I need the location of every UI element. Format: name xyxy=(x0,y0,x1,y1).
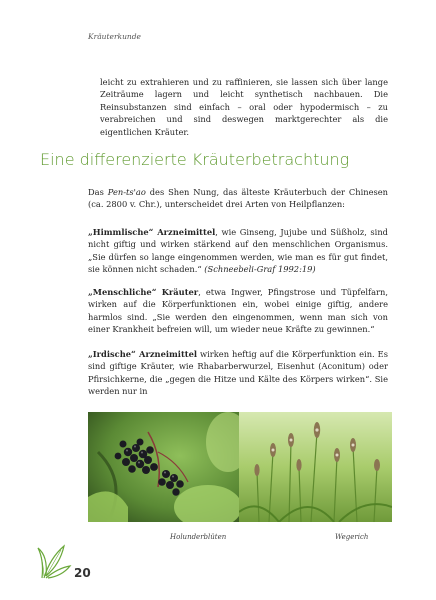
irdische-text: wirken heftig auf die Körperfunktion ein. Es sind giftige Kräuter, wie Rhabarberwurzel, Eisenhut (Aconitum) oder Pfirsichkerne, die „gegen die Hitze und Kälte des Körpers wirken“. Sie werden nur in xyxy=(88,349,388,397)
menschliche-paragraph xyxy=(88,286,388,336)
irdische-term: „Irdische“ Arzneimittel xyxy=(88,349,198,359)
himmlische-paragraph xyxy=(88,226,388,276)
book-title: Pen-ts'ao xyxy=(107,187,146,197)
menschliche-term: „Menschliche“ Kräuter xyxy=(88,287,199,297)
caption-left: Holunderblüten xyxy=(170,533,227,541)
leaf-icon xyxy=(34,530,74,580)
page-number: 20 xyxy=(74,566,91,580)
intro-paragraph xyxy=(88,186,388,211)
intro-text-a: Das xyxy=(88,187,108,197)
section-heading: Eine differenzierte Kräuterbetrachtung xyxy=(40,150,350,169)
elderberry-photo xyxy=(88,412,241,522)
himmlische-text: , wie Ginseng, Jujube und Süßholz, sind nicht giftig und wirken stärkend auf den menschlichen Organismus. „Sie dürfen so lange eingenommen werden, wie man es für gut findet, sie können nicht schaden.“ xyxy=(88,227,388,275)
caption-right: Wegerich xyxy=(335,533,369,541)
himmlische-term: „Himmlische“ Arzneimittel xyxy=(88,227,216,237)
intro-text-b: des Shen Nung, das älteste Kräuterbuch der Chinesen (ca. 2800 v. Chr.), unterscheidet drei Arten von Heilpflanzen: xyxy=(88,187,388,210)
menschliche-text: , etwa Ingwer, Pfingstrose und Tüpfelfarn, wirken auf die Körperfunktionen ein, wobei einige giftig, andere harmlos sind. „Sie werden den eingenommen, wenn man sich von einer Krankheit befreien will, um wieder neue Kräfte zu gewinnen.“ xyxy=(88,287,389,335)
plantain-photo xyxy=(239,412,392,522)
quote-paragraph: leicht zu extrahieren und zu raffinieren, sie lassen sich über lange Zeiträume lagern und leicht synthetisch nachbauen. Die Reinsubstanzen sind einfach – oral oder hypodermisch – zu verabreichen und sind deswegen marktgerechter als die eigentlichen Kräuter. xyxy=(100,77,388,137)
running-head: Kräuterkunde xyxy=(88,32,141,41)
irdische-paragraph xyxy=(88,348,388,398)
himmlische-source: (Schneebeli-Graf 1992:19) xyxy=(204,264,316,275)
